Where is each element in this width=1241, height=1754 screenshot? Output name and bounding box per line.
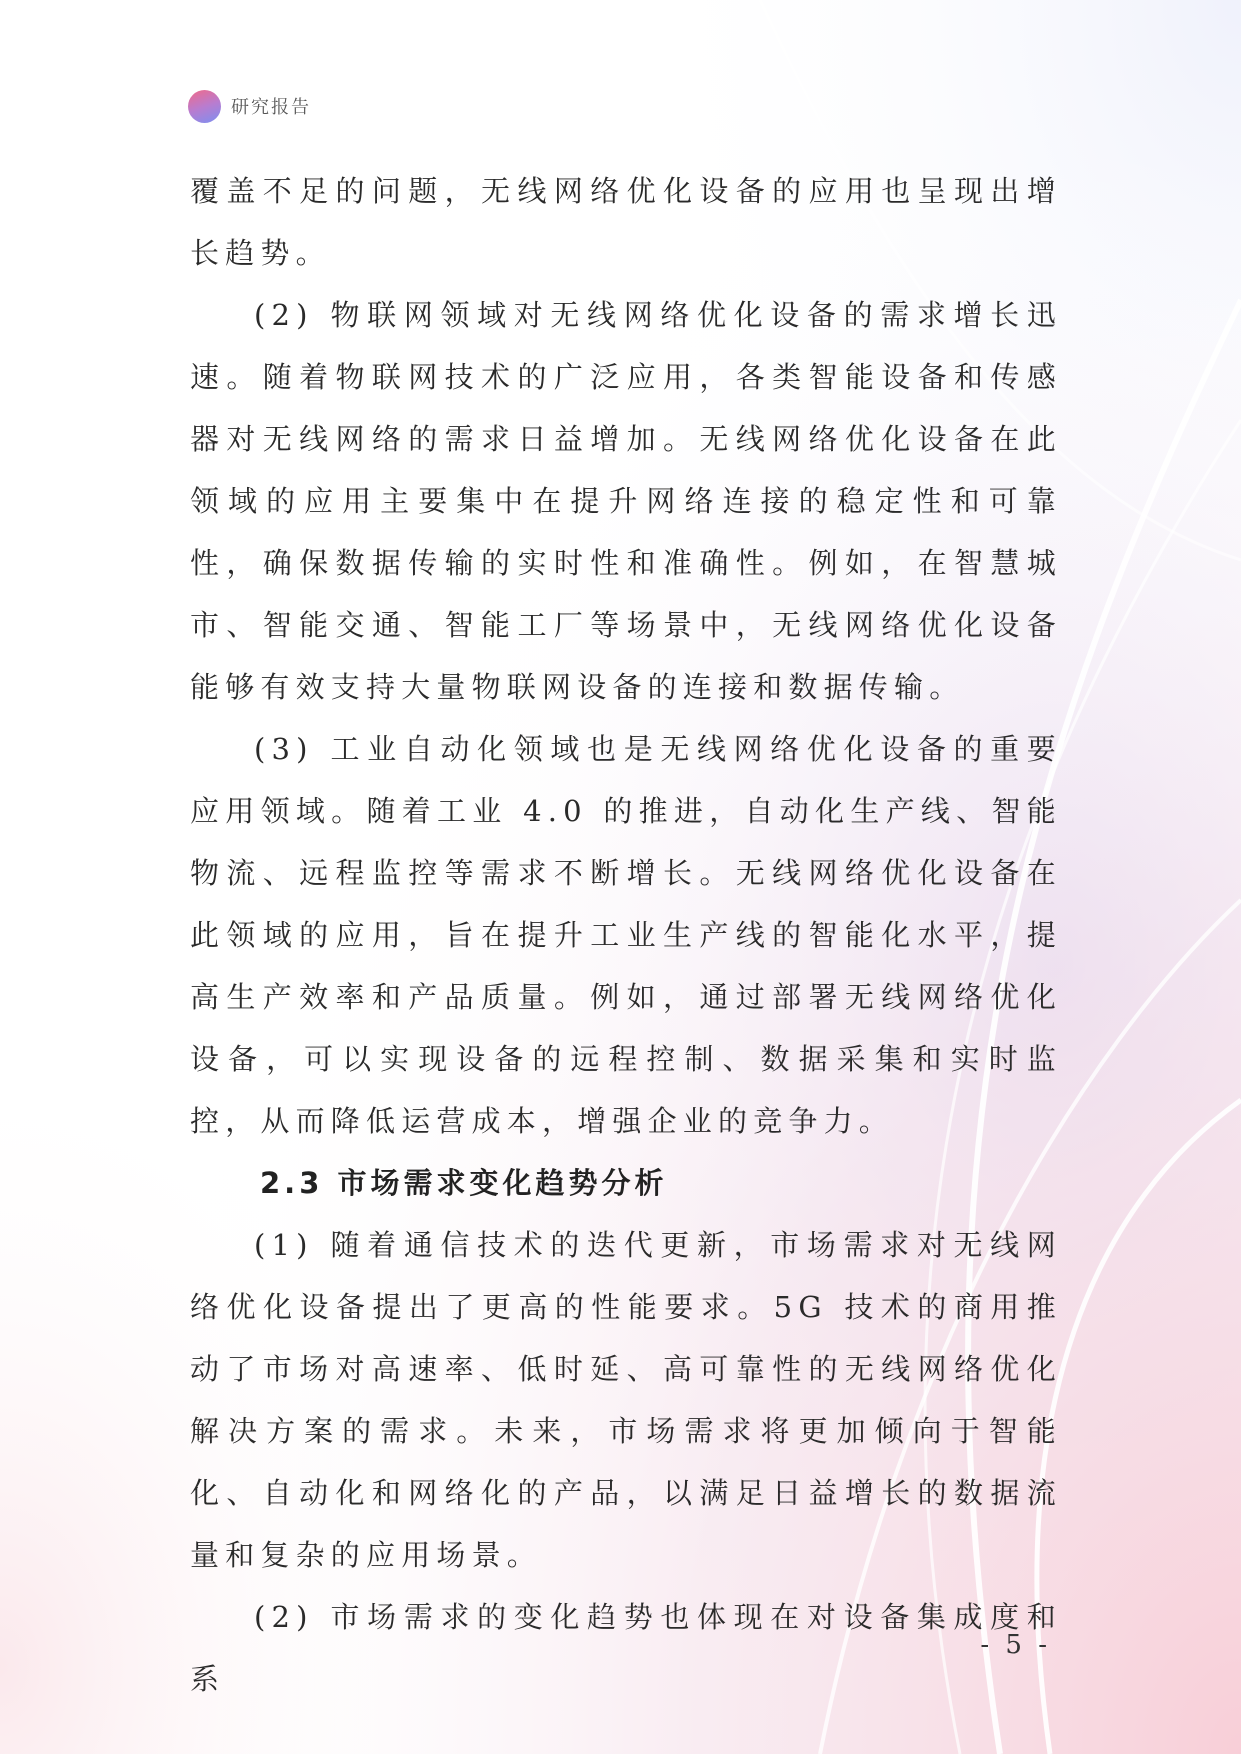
paragraph-industrial-automation: (3) 工业自动化领域也是无线网络优化设备的重要应用领域。随着工业 4.0 的推进，自动化生产线、智能物流、远程监控等需求不断增长。无线网络优化设备在此领域的应用，旨在提升工业生产线的智能化水平，提高生产效率和产品质量。例如，通过部署无线网络优化设备，可以实现设备的远程控制、数据采集和实时监控，从而降低运营成本，增强企业的竞争力。 <box>190 732 1062 1138</box>
page-number: - 5 - <box>980 1630 1051 1660</box>
paragraph-continued: 覆盖不足的问题，无线网络优化设备的应用也呈现出增长趋势。 <box>190 174 1062 270</box>
section-heading: 2.3 市场需求变化趋势分析 <box>260 1166 668 1200</box>
header-title: 研究报告 <box>231 97 311 118</box>
paragraph-trend-2: (2) 市场需求的变化趋势也体现在对设备集成度和系 <box>190 1600 1062 1696</box>
paragraph-trend-1: (1) 随着通信技术的迭代更新，市场需求对无线网络优化设备提出了更高的性能要求。5G 技术的商用推动了市场对高速率、低时延、高可靠性的无线网络优化解决方案的需求。未来，市场需求将更加倾向于智能化、自动化和网络化的产品，以满足日益增长的数据流量和复杂的应用场景。 <box>190 1228 1062 1572</box>
report-header <box>188 89 311 123</box>
paragraph-iot: (2) 物联网领域对无线网络优化设备的需求增长迅速。随着物联网技术的广泛应用，各类智能设备和传感器对无线网络的需求日益增加。无线网络优化设备在此领域的应用主要集中在提升网络连接的稳定性和可靠性，确保数据传输的实时性和准确性。例如，在智慧城市、智能交通、智能工厂等场景中，无线网络优化设备能够有效支持大量物联网设备的连接和数据传输。 <box>190 298 1062 704</box>
logo-icon <box>188 90 221 123</box>
page-body <box>190 160 1062 1710</box>
